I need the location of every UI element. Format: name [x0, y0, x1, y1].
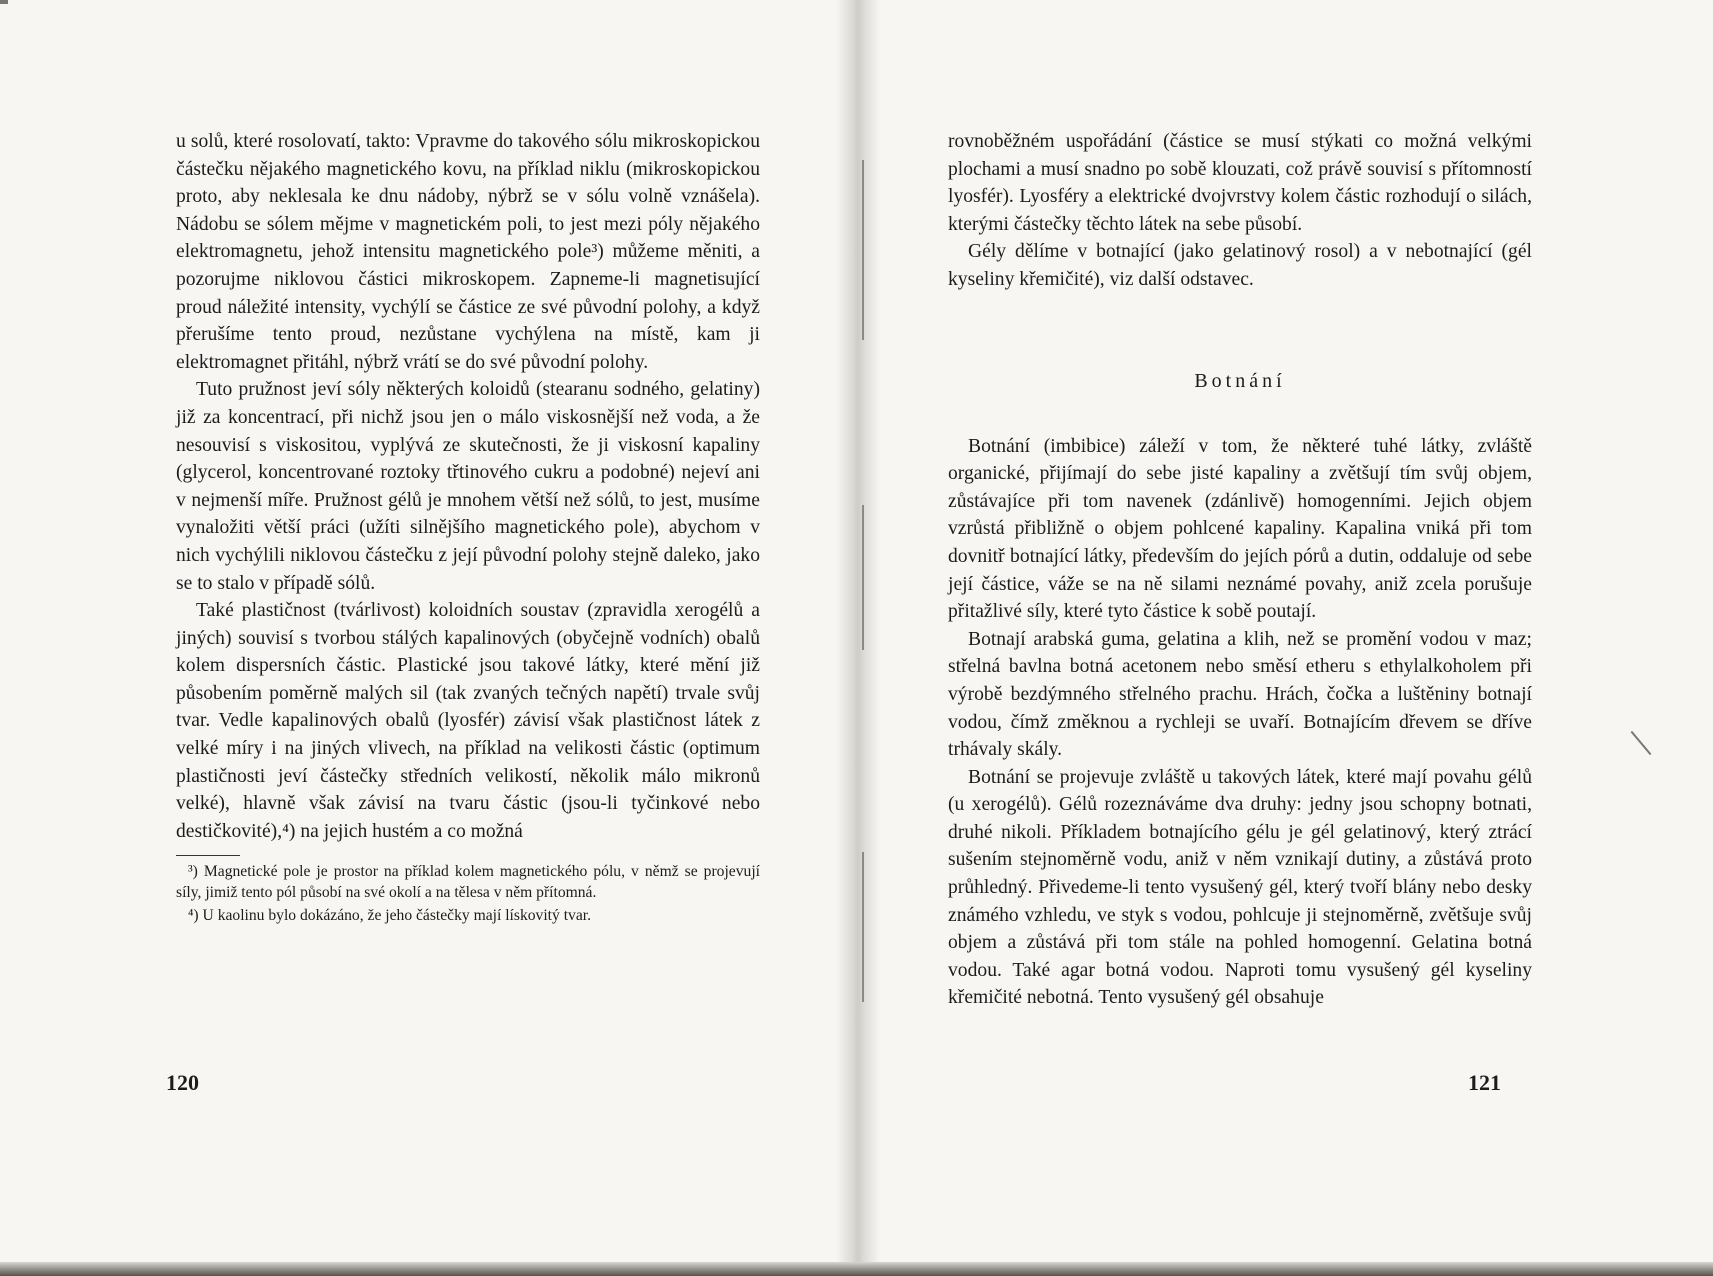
- binding-stitch: [862, 852, 864, 1002]
- paragraph: Botnají arabská guma, gelatina a klih, než se promění vodou v maz; střelná bavlna botná acetonem nebo směsí etheru s ethylalkoholem při výrobě bezdýmného střelného prachu. Hrách, čočka a luštěniny botnají vodou, čímž změknou a rychleji se uvaří. Botnajícím dřevem se dříve trhávaly skály.: [948, 628, 1532, 761]
- scan-mark: [0, 0, 8, 4]
- paragraph: Tuto pružnost jeví sóly některých koloidů (stearanu sodného, gelatiny) již za koncentrací, při nichž jsou jen o málo viskosnější než voda, a že nesouvisí s viskositou, vyplývá ze skutečnosti, že ji viskosní kapaliny (glycerol, koncentrované roztoky třtinového cukru a podobné) nejeví ani v nejmenší míře. Pružnost gélů je mnohem větší než sólů, to jest, musíme vynaložiti větší práci (užíti silnějšího magnetického pole), abychom v nich vychýlili niklovou částečku z její původní polohy stejně daleko, jako se to stalo v případě sólů.: [176, 379, 760, 594]
- page-bottom-edge: [0, 1262, 1713, 1276]
- scan-mark: [1631, 731, 1652, 755]
- footnote: ⁴) U kaolinu bylo dokázáno, že jeho částečky mají lískovitý tvar.: [188, 907, 591, 925]
- right-page-body-top: [948, 128, 1532, 294]
- footnote: ³) Magnetické pole je prostor na příklad kolem magnetického pólu, v němž se projevují síly, jimiž tento pól působí na své okolí a na tělesa v něm přítomná.: [176, 863, 760, 901]
- section-heading: Botnání: [1194, 369, 1286, 392]
- paragraph: Botnání (imbibice) záleží v tom, že některé tuhé látky, zvláště organické, přijímají do sebe jisté kapaliny a zvětšují tím svůj objem, zůstávajíce při tom navenek (zdánlivě) homogenními. Jejich objem vzrůstá přibližně o objem pohlcené kapaliny. Kapalina vniká při tom dovnitř botnající látky, především do jejích pórů a dutin, oddaluje od sebe její částice, váže se na ně silami neznámé povahy, aniž zcela porušuje přitažlivé síly, které tyto částice k sobě poutají.: [948, 435, 1532, 623]
- right-page-body-bottom: [948, 433, 1532, 1012]
- paragraph: u solů, které rosolovatí, takto: Vpravme do takového sólu mikroskopickou částečku nějakého magnetického kovu, na příklad niklu (mikroskopickou proto, aby neklesala ke dnu nádoby, nýbrž se v sólu volně vznášela). Nádobu se sólem mějme v magnetickém poli, to jest mezi póly nějakého elektromagnetu, jehož intensitu magnetického pole³) můžeme měniti, a pozorujme niklovou částici mikroskopem. Zapneme-li magnetisující proud náležité intensity, vychýlí se částice ze své původní polohy, a když přerušíme tento proud, nezůstane vychýlena na místě, kam ji elektromagnet přitáhl, nýbrž vrátí se do své původní polohy.: [176, 131, 760, 373]
- paragraph: Gély dělíme v botnající (jako gelatinový rosol) a v nebotnající (gél kyseliny křemičité), viz další odstavec.: [948, 241, 1532, 290]
- footnotes: [176, 862, 760, 927]
- left-page: [176, 128, 760, 930]
- right-page: [948, 128, 1532, 1012]
- page-number-left: 120: [166, 1070, 199, 1095]
- paragraph: rovnoběžném uspořádání (částice se musí stýkati co možná velkými plochami a musí snadno po sobě klouzati, což právě souvisí s přítomností lyosfér). Lyosféry a elektrické dvojvrstvy kolem částic rozhodují o silách, kterými částečky těchto látek na sebe působí.: [948, 131, 1532, 235]
- page-number-right: 121: [1468, 1070, 1501, 1095]
- binding-stitch: [862, 160, 864, 340]
- paragraph: Také plastičnost (tvárlivost) koloidních soustav (zpravidla xerogélů a jiných) souvisí s tvorbou stálých kapalinových (obyčejně vodních) obalů kolem dispersních částic. Plastické jsou takové látky, které mění již působením poměrně malých sil (tak zvaných tečných napětí) trvale svůj tvar. Vedle kapalinových obalů (lyosfér) závisí však plastičnost látek z velké míry i na jiných vlivech, na příklad na velikosti částic (optimum plastičnosti jeví částečky středních velikostí, několik málo mikronů velké), hlavně však závisí na tvaru částic (jsou-li tyčinkové nebo destičkovité),⁴) na jejich hustém a co možná: [176, 600, 760, 842]
- book-gutter: [836, 0, 880, 1276]
- left-page-body: [176, 128, 760, 845]
- binding-stitch: [862, 505, 864, 650]
- footnote-rule: [176, 855, 240, 856]
- paragraph: Botnání se projevuje zvláště u takových látek, které mají povahu gélů (u xerogélů). Gélů rozeznáváme dva druhy: jedny jsou schopny botnati, druhé nikoli. Příkladem botnajícího gélu je gél gelatinový, který ztrácí sušením stejnoměrně vodu, aniž v něm vznikají dutiny, a zůstává proto průhledný. Přivedeme-li tento vysušený gél, který tvoří blány nebo desky známého vzhledu, ve styk s vodou, pohlcuje ji stejnoměrně, zvětšuje svůj objem a zůstává při tom stále na pohled homogenní. Gelatina botná vodou. Také agar botná vodou. Naproti tomu vysušený gél kyseliny křemičité nebotná. Tento vysušený gél obsahuje: [948, 766, 1532, 1009]
